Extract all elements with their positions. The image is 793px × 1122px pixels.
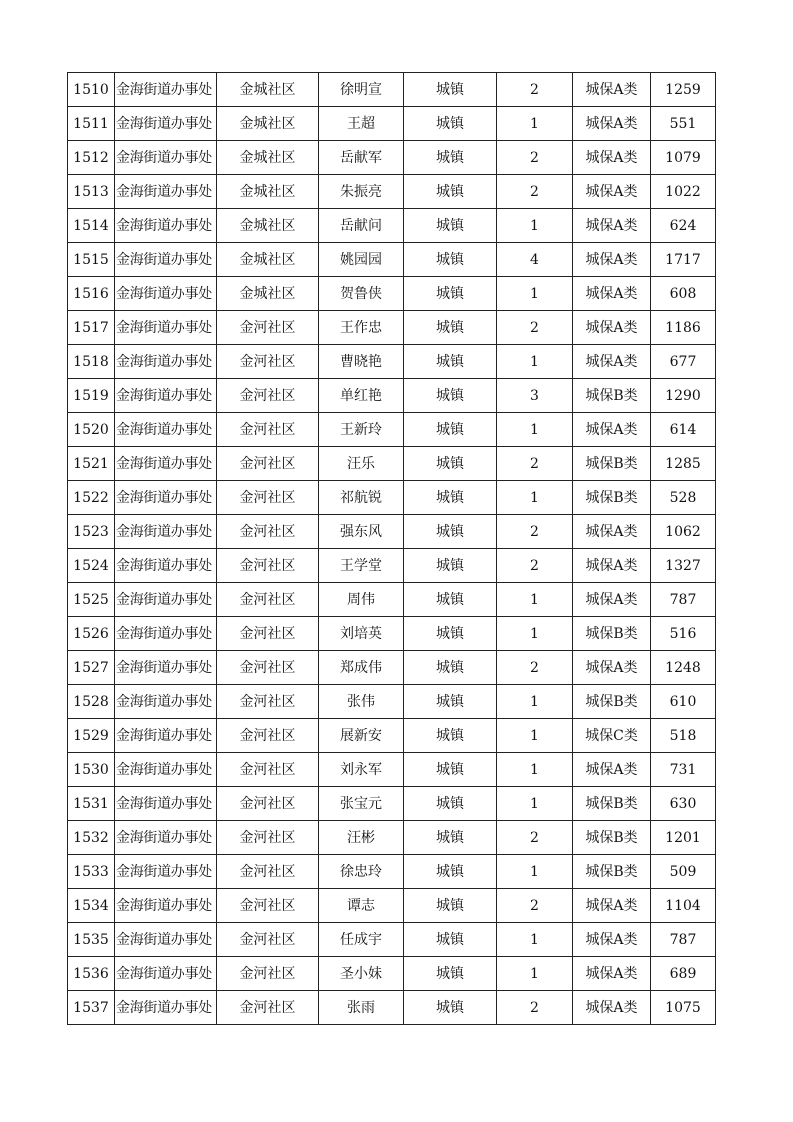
person-name-cell: 曹晓艳 [319, 345, 404, 379]
household-size-cell: 1 [497, 753, 573, 787]
table-row [68, 651, 716, 685]
community-name-cell: 金城社区 [217, 277, 319, 311]
insurance-category-cell: 城保A类 [573, 73, 651, 107]
insurance-category-cell: 城保B类 [573, 821, 651, 855]
person-name-cell: 周伟 [319, 583, 404, 617]
office-name-cell: 金海街道办事处 [115, 481, 217, 515]
amount-cell: 787 [651, 923, 716, 957]
row-number-cell: 1529 [68, 719, 115, 753]
table-row [68, 889, 716, 923]
amount-cell: 518 [651, 719, 716, 753]
community-name-cell: 金河社区 [217, 685, 319, 719]
person-name-cell: 强东风 [319, 515, 404, 549]
insurance-category-cell: 城保B类 [573, 481, 651, 515]
residence-type-cell: 城镇 [404, 787, 497, 821]
residence-type-cell: 城镇 [404, 617, 497, 651]
amount-cell: 630 [651, 787, 716, 821]
person-name-cell: 谭志 [319, 889, 404, 923]
amount-cell: 1022 [651, 175, 716, 209]
person-name-cell: 张雨 [319, 991, 404, 1025]
community-name-cell: 金河社区 [217, 855, 319, 889]
amount-cell: 509 [651, 855, 716, 889]
residence-type-cell: 城镇 [404, 923, 497, 957]
residence-type-cell: 城镇 [404, 821, 497, 855]
amount-cell: 516 [651, 617, 716, 651]
community-name-cell: 金河社区 [217, 549, 319, 583]
person-name-cell: 贺鲁侠 [319, 277, 404, 311]
insurance-category-cell: 城保A类 [573, 277, 651, 311]
office-name-cell: 金海街道办事处 [115, 379, 217, 413]
office-name-cell: 金海街道办事处 [115, 855, 217, 889]
household-size-cell: 2 [497, 889, 573, 923]
household-size-cell: 1 [497, 413, 573, 447]
office-name-cell: 金海街道办事处 [115, 821, 217, 855]
insurance-category-cell: 城保A类 [573, 753, 651, 787]
amount-cell: 677 [651, 345, 716, 379]
household-size-cell: 2 [497, 175, 573, 209]
insurance-category-cell: 城保B类 [573, 685, 651, 719]
table-row [68, 855, 716, 889]
community-name-cell: 金河社区 [217, 787, 319, 821]
office-name-cell: 金海街道办事处 [115, 753, 217, 787]
community-name-cell: 金城社区 [217, 175, 319, 209]
row-number-cell: 1535 [68, 923, 115, 957]
row-number-cell: 1536 [68, 957, 115, 991]
amount-cell: 624 [651, 209, 716, 243]
community-name-cell: 金河社区 [217, 481, 319, 515]
residence-type-cell: 城镇 [404, 413, 497, 447]
person-name-cell: 姚园园 [319, 243, 404, 277]
household-size-cell: 1 [497, 345, 573, 379]
residence-type-cell: 城镇 [404, 583, 497, 617]
office-name-cell: 金海街道办事处 [115, 719, 217, 753]
amount-cell: 787 [651, 583, 716, 617]
residence-type-cell: 城镇 [404, 277, 497, 311]
household-size-cell: 2 [497, 311, 573, 345]
office-name-cell: 金海街道办事处 [115, 107, 217, 141]
office-name-cell: 金海街道办事处 [115, 447, 217, 481]
community-name-cell: 金城社区 [217, 141, 319, 175]
residence-type-cell: 城镇 [404, 889, 497, 923]
household-size-cell: 1 [497, 855, 573, 889]
amount-cell: 1248 [651, 651, 716, 685]
community-name-cell: 金河社区 [217, 753, 319, 787]
row-number-cell: 1520 [68, 413, 115, 447]
table-row [68, 209, 716, 243]
community-name-cell: 金河社区 [217, 889, 319, 923]
community-name-cell: 金河社区 [217, 583, 319, 617]
insurance-category-cell: 城保A类 [573, 549, 651, 583]
person-name-cell: 汪乐 [319, 447, 404, 481]
insurance-category-cell: 城保A类 [573, 107, 651, 141]
amount-cell: 1104 [651, 889, 716, 923]
table-row [68, 617, 716, 651]
community-name-cell: 金河社区 [217, 957, 319, 991]
household-size-cell: 1 [497, 719, 573, 753]
residence-type-cell: 城镇 [404, 753, 497, 787]
table-row [68, 413, 716, 447]
office-name-cell: 金海街道办事处 [115, 73, 217, 107]
row-number-cell: 1524 [68, 549, 115, 583]
household-size-cell: 2 [497, 141, 573, 175]
person-name-cell: 祁航锐 [319, 481, 404, 515]
row-number-cell: 1525 [68, 583, 115, 617]
row-number-cell: 1527 [68, 651, 115, 685]
person-name-cell: 岳献问 [319, 209, 404, 243]
residence-type-cell: 城镇 [404, 141, 497, 175]
community-name-cell: 金河社区 [217, 379, 319, 413]
insurance-category-cell: 城保A类 [573, 243, 651, 277]
residence-type-cell: 城镇 [404, 481, 497, 515]
residence-type-cell: 城镇 [404, 549, 497, 583]
table-row [68, 549, 716, 583]
amount-cell: 551 [651, 107, 716, 141]
person-name-cell: 张宝元 [319, 787, 404, 821]
row-number-cell: 1537 [68, 991, 115, 1025]
residence-type-cell: 城镇 [404, 209, 497, 243]
insurance-category-cell: 城保A类 [573, 311, 651, 345]
amount-cell: 1062 [651, 515, 716, 549]
table-row [68, 515, 716, 549]
table-row [68, 243, 716, 277]
insurance-category-cell: 城保B类 [573, 379, 651, 413]
office-name-cell: 金海街道办事处 [115, 957, 217, 991]
person-name-cell: 朱振亮 [319, 175, 404, 209]
amount-cell: 689 [651, 957, 716, 991]
amount-cell: 610 [651, 685, 716, 719]
person-name-cell: 刘永军 [319, 753, 404, 787]
office-name-cell: 金海街道办事处 [115, 991, 217, 1025]
table-row [68, 685, 716, 719]
household-size-cell: 2 [497, 651, 573, 685]
community-name-cell: 金城社区 [217, 73, 319, 107]
table-row [68, 345, 716, 379]
person-name-cell: 徐明宣 [319, 73, 404, 107]
amount-cell: 1201 [651, 821, 716, 855]
household-size-cell: 1 [497, 481, 573, 515]
household-size-cell: 1 [497, 787, 573, 821]
residence-type-cell: 城镇 [404, 719, 497, 753]
person-name-cell: 岳献军 [319, 141, 404, 175]
insurance-category-cell: 城保A类 [573, 651, 651, 685]
amount-cell: 1075 [651, 991, 716, 1025]
row-number-cell: 1531 [68, 787, 115, 821]
residence-type-cell: 城镇 [404, 107, 497, 141]
office-name-cell: 金海街道办事处 [115, 345, 217, 379]
household-size-cell: 2 [497, 549, 573, 583]
household-size-cell: 1 [497, 277, 573, 311]
office-name-cell: 金海街道办事处 [115, 889, 217, 923]
insurance-category-cell: 城保A类 [573, 141, 651, 175]
residence-type-cell: 城镇 [404, 243, 497, 277]
community-name-cell: 金河社区 [217, 991, 319, 1025]
table-row [68, 277, 716, 311]
amount-cell: 731 [651, 753, 716, 787]
office-name-cell: 金海街道办事处 [115, 515, 217, 549]
person-name-cell: 汪彬 [319, 821, 404, 855]
row-number-cell: 1523 [68, 515, 115, 549]
office-name-cell: 金海街道办事处 [115, 923, 217, 957]
residence-type-cell: 城镇 [404, 651, 497, 685]
amount-cell: 1290 [651, 379, 716, 413]
row-number-cell: 1513 [68, 175, 115, 209]
row-number-cell: 1510 [68, 73, 115, 107]
row-number-cell: 1522 [68, 481, 115, 515]
office-name-cell: 金海街道办事处 [115, 583, 217, 617]
household-size-cell: 2 [497, 73, 573, 107]
person-name-cell: 王超 [319, 107, 404, 141]
insurance-category-cell: 城保B类 [573, 447, 651, 481]
person-name-cell: 展新安 [319, 719, 404, 753]
table-row [68, 957, 716, 991]
community-name-cell: 金河社区 [217, 447, 319, 481]
household-size-cell: 1 [497, 923, 573, 957]
table-row [68, 141, 716, 175]
amount-cell: 608 [651, 277, 716, 311]
insurance-category-cell: 城保A类 [573, 345, 651, 379]
insurance-category-cell: 城保C类 [573, 719, 651, 753]
insurance-category-cell: 城保A类 [573, 923, 651, 957]
row-number-cell: 1532 [68, 821, 115, 855]
residence-type-cell: 城镇 [404, 855, 497, 889]
row-number-cell: 1526 [68, 617, 115, 651]
household-size-cell: 4 [497, 243, 573, 277]
table-row [68, 719, 716, 753]
office-name-cell: 金海街道办事处 [115, 651, 217, 685]
office-name-cell: 金海街道办事处 [115, 243, 217, 277]
row-number-cell: 1514 [68, 209, 115, 243]
community-name-cell: 金河社区 [217, 651, 319, 685]
row-number-cell: 1521 [68, 447, 115, 481]
person-name-cell: 徐忠玲 [319, 855, 404, 889]
community-name-cell: 金河社区 [217, 821, 319, 855]
community-name-cell: 金河社区 [217, 719, 319, 753]
household-size-cell: 1 [497, 685, 573, 719]
community-name-cell: 金河社区 [217, 413, 319, 447]
table-row [68, 73, 716, 107]
table-row [68, 923, 716, 957]
amount-cell: 1327 [651, 549, 716, 583]
row-number-cell: 1511 [68, 107, 115, 141]
amount-cell: 1285 [651, 447, 716, 481]
residence-type-cell: 城镇 [404, 991, 497, 1025]
residence-type-cell: 城镇 [404, 345, 497, 379]
community-name-cell: 金城社区 [217, 209, 319, 243]
person-name-cell: 王作忠 [319, 311, 404, 345]
row-number-cell: 1528 [68, 685, 115, 719]
household-size-cell: 1 [497, 107, 573, 141]
table-row [68, 753, 716, 787]
table-row [68, 107, 716, 141]
person-name-cell: 刘培英 [319, 617, 404, 651]
row-number-cell: 1530 [68, 753, 115, 787]
row-number-cell: 1516 [68, 277, 115, 311]
insurance-category-cell: 城保A类 [573, 413, 651, 447]
amount-cell: 614 [651, 413, 716, 447]
household-size-cell: 2 [497, 991, 573, 1025]
office-name-cell: 金海街道办事处 [115, 787, 217, 821]
office-name-cell: 金海街道办事处 [115, 209, 217, 243]
assistance-roster-table [67, 72, 716, 1025]
table-row [68, 787, 716, 821]
row-number-cell: 1533 [68, 855, 115, 889]
insurance-category-cell: 城保A类 [573, 991, 651, 1025]
insurance-category-cell: 城保A类 [573, 583, 651, 617]
community-name-cell: 金河社区 [217, 345, 319, 379]
insurance-category-cell: 城保A类 [573, 889, 651, 923]
insurance-category-cell: 城保B类 [573, 855, 651, 889]
row-number-cell: 1534 [68, 889, 115, 923]
household-size-cell: 1 [497, 209, 573, 243]
household-size-cell: 1 [497, 617, 573, 651]
office-name-cell: 金海街道办事处 [115, 413, 217, 447]
table-row [68, 583, 716, 617]
table-row [68, 311, 716, 345]
amount-cell: 1079 [651, 141, 716, 175]
residence-type-cell: 城镇 [404, 175, 497, 209]
row-number-cell: 1518 [68, 345, 115, 379]
household-size-cell: 2 [497, 447, 573, 481]
roster-body [68, 73, 716, 1025]
row-number-cell: 1517 [68, 311, 115, 345]
community-name-cell: 金河社区 [217, 923, 319, 957]
amount-cell: 1186 [651, 311, 716, 345]
community-name-cell: 金城社区 [217, 107, 319, 141]
office-name-cell: 金海街道办事处 [115, 175, 217, 209]
insurance-category-cell: 城保B类 [573, 787, 651, 821]
table-row [68, 821, 716, 855]
table-row [68, 175, 716, 209]
person-name-cell: 单红艳 [319, 379, 404, 413]
residence-type-cell: 城镇 [404, 311, 497, 345]
insurance-category-cell: 城保A类 [573, 515, 651, 549]
person-name-cell: 郑成伟 [319, 651, 404, 685]
household-size-cell: 2 [497, 821, 573, 855]
office-name-cell: 金海街道办事处 [115, 277, 217, 311]
table-row [68, 379, 716, 413]
community-name-cell: 金河社区 [217, 311, 319, 345]
household-size-cell: 1 [497, 583, 573, 617]
residence-type-cell: 城镇 [404, 515, 497, 549]
residence-type-cell: 城镇 [404, 73, 497, 107]
person-name-cell: 圣小妹 [319, 957, 404, 991]
insurance-category-cell: 城保A类 [573, 957, 651, 991]
community-name-cell: 金城社区 [217, 243, 319, 277]
person-name-cell: 张伟 [319, 685, 404, 719]
household-size-cell: 2 [497, 515, 573, 549]
amount-cell: 528 [651, 481, 716, 515]
residence-type-cell: 城镇 [404, 379, 497, 413]
amount-cell: 1259 [651, 73, 716, 107]
community-name-cell: 金河社区 [217, 617, 319, 651]
insurance-category-cell: 城保A类 [573, 175, 651, 209]
row-number-cell: 1519 [68, 379, 115, 413]
person-name-cell: 王新玲 [319, 413, 404, 447]
office-name-cell: 金海街道办事处 [115, 685, 217, 719]
residence-type-cell: 城镇 [404, 447, 497, 481]
insurance-category-cell: 城保B类 [573, 617, 651, 651]
table-row [68, 991, 716, 1025]
residence-type-cell: 城镇 [404, 957, 497, 991]
table-row [68, 447, 716, 481]
household-size-cell: 3 [497, 379, 573, 413]
row-number-cell: 1512 [68, 141, 115, 175]
amount-cell: 1717 [651, 243, 716, 277]
community-name-cell: 金河社区 [217, 515, 319, 549]
office-name-cell: 金海街道办事处 [115, 311, 217, 345]
table-row [68, 481, 716, 515]
office-name-cell: 金海街道办事处 [115, 141, 217, 175]
row-number-cell: 1515 [68, 243, 115, 277]
insurance-category-cell: 城保A类 [573, 209, 651, 243]
office-name-cell: 金海街道办事处 [115, 617, 217, 651]
office-name-cell: 金海街道办事处 [115, 549, 217, 583]
person-name-cell: 任成宇 [319, 923, 404, 957]
residence-type-cell: 城镇 [404, 685, 497, 719]
person-name-cell: 王学堂 [319, 549, 404, 583]
household-size-cell: 1 [497, 957, 573, 991]
